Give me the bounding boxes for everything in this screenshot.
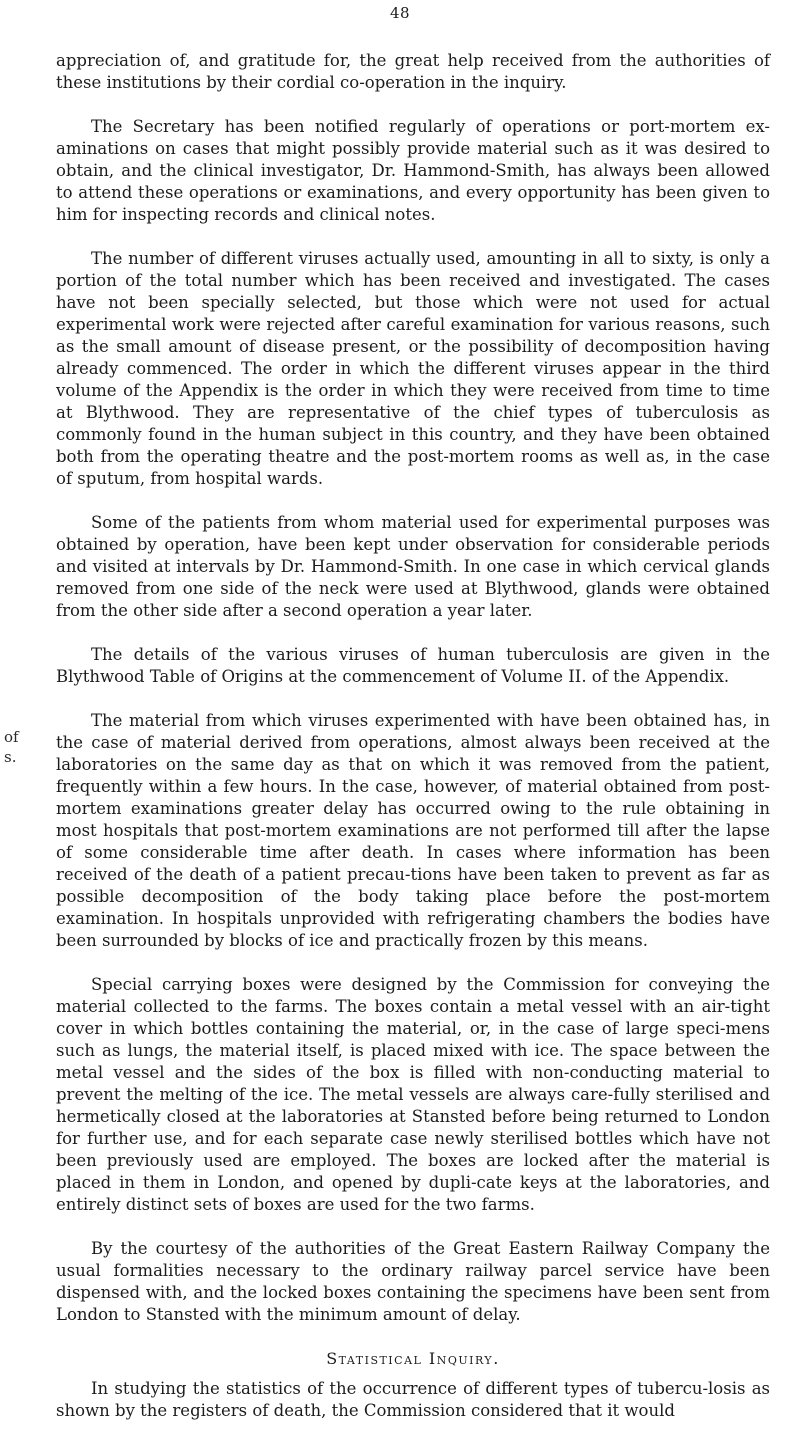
margin-note: s. — [4, 748, 17, 766]
paragraph: In studying the statistics of the occurrence of different types of tubercu-losis as shown by the registers of death, the Commission considered that it would — [56, 1379, 770, 1420]
paragraph: The details of the various viruses of human tuberculosis are given in the Blythwood Table of Origins at the commencement of Volume II. of the Appendix. — [56, 645, 770, 686]
paragraph: Special carrying boxes were designed by the Commission for conveying the material collected to the farms. The boxes contain a metal vessel with an air-tight cover in which bottles containing the material, or, in the case of large speci-mens such as lungs, the material itself, is placed mixed with ice. The space between the metal vessel and the sides of the box is filled with non-conducting material to prevent the melting of the ice. The metal vessels are always care-fully sterilised and hermetically closed at the laboratories at Stansted before being returned to London for further use, and for each separate case newly sterilised bottles which have not been previously used are employed. The boxes are locked after the material is placed in them in London, and opened by dupli-cate keys at the laboratories, and entirely distinct sets of boxes are used for the two farms. — [56, 975, 770, 1214]
paragraph: Some of the patients from whom material used for experimental purposes was obtained by operation, have been kept under observation for considerable periods and visited at intervals by Dr. Hammond-Smith. In one case in which cervical glands removed from one side of the neck were used at Blythwood, glands were obtained from the other side after a second operation a year later. — [56, 513, 770, 620]
margin-note: of — [4, 728, 19, 746]
page-number: 48 — [389, 4, 411, 22]
paragraph: appreciation of, and gratitude for, the great help received from the authorities of these institutions by their cordial co-operation in the inquiry. — [56, 51, 770, 92]
section-heading: Statistical Inquiry. — [326, 1349, 500, 1368]
paragraph: The number of different viruses actually used, amounting in all to sixty, is only a portion of the total number which has been received and investigated. The cases have not been specially selected, but those which were not used for actual experimental work were rejected after careful examination for various reasons, such as the small amount of disease present, or the possibility of decomposition having already commenced. The order in which the different viruses appear in the third volume of the Appendix is the order in which they were received from time to time at Blythwood. They are representative of the chief types of tuberculosis as commonly found in the human subject in this country, and they have been obtained both from the operating theatre and the post-mortem rooms as well as, in the case of sputum, from hospital wards. — [56, 249, 770, 488]
body-text — [56, 50, 770, 1444]
paragraph: The material from which viruses experimented with have been obtained has, in the case of material derived from operations, almost always been received at the laboratories on the same day as that on which it was removed from the patient, frequently within a few hours. In the case, however, of material obtained from post-mortem examinations greater delay has occurred owing to the rule obtaining in most hospitals that post-mortem examinations are not performed till after the lapse of some considerable time after death. In cases where information has been received of the death of a patient precau-tions have been taken to prevent as far as possible decomposition of the body taking place before the post-mortem examination. In hospitals unprovided with refrigerating chambers the bodies have been surrounded by blocks of ice and practically frozen by this means. — [56, 711, 770, 950]
paragraph: By the courtesy of the authorities of the Great Eastern Railway Company the usual formalities necessary to the ordinary railway parcel service have been dispensed with, and the locked boxes containing the specimens have been sent from London to Stansted with the minimum amount of delay. — [56, 1239, 770, 1324]
paragraph: The Secretary has been notified regularly of operations or port-mortem ex-aminations on cases that might possibly provide material such as it was desired to obtain, and the clinical investigator, Dr. Hammond-Smith, has always been allowed to attend these operations or examinations, and every opportunity has been given to him for inspecting records and clinical notes. — [56, 117, 770, 224]
